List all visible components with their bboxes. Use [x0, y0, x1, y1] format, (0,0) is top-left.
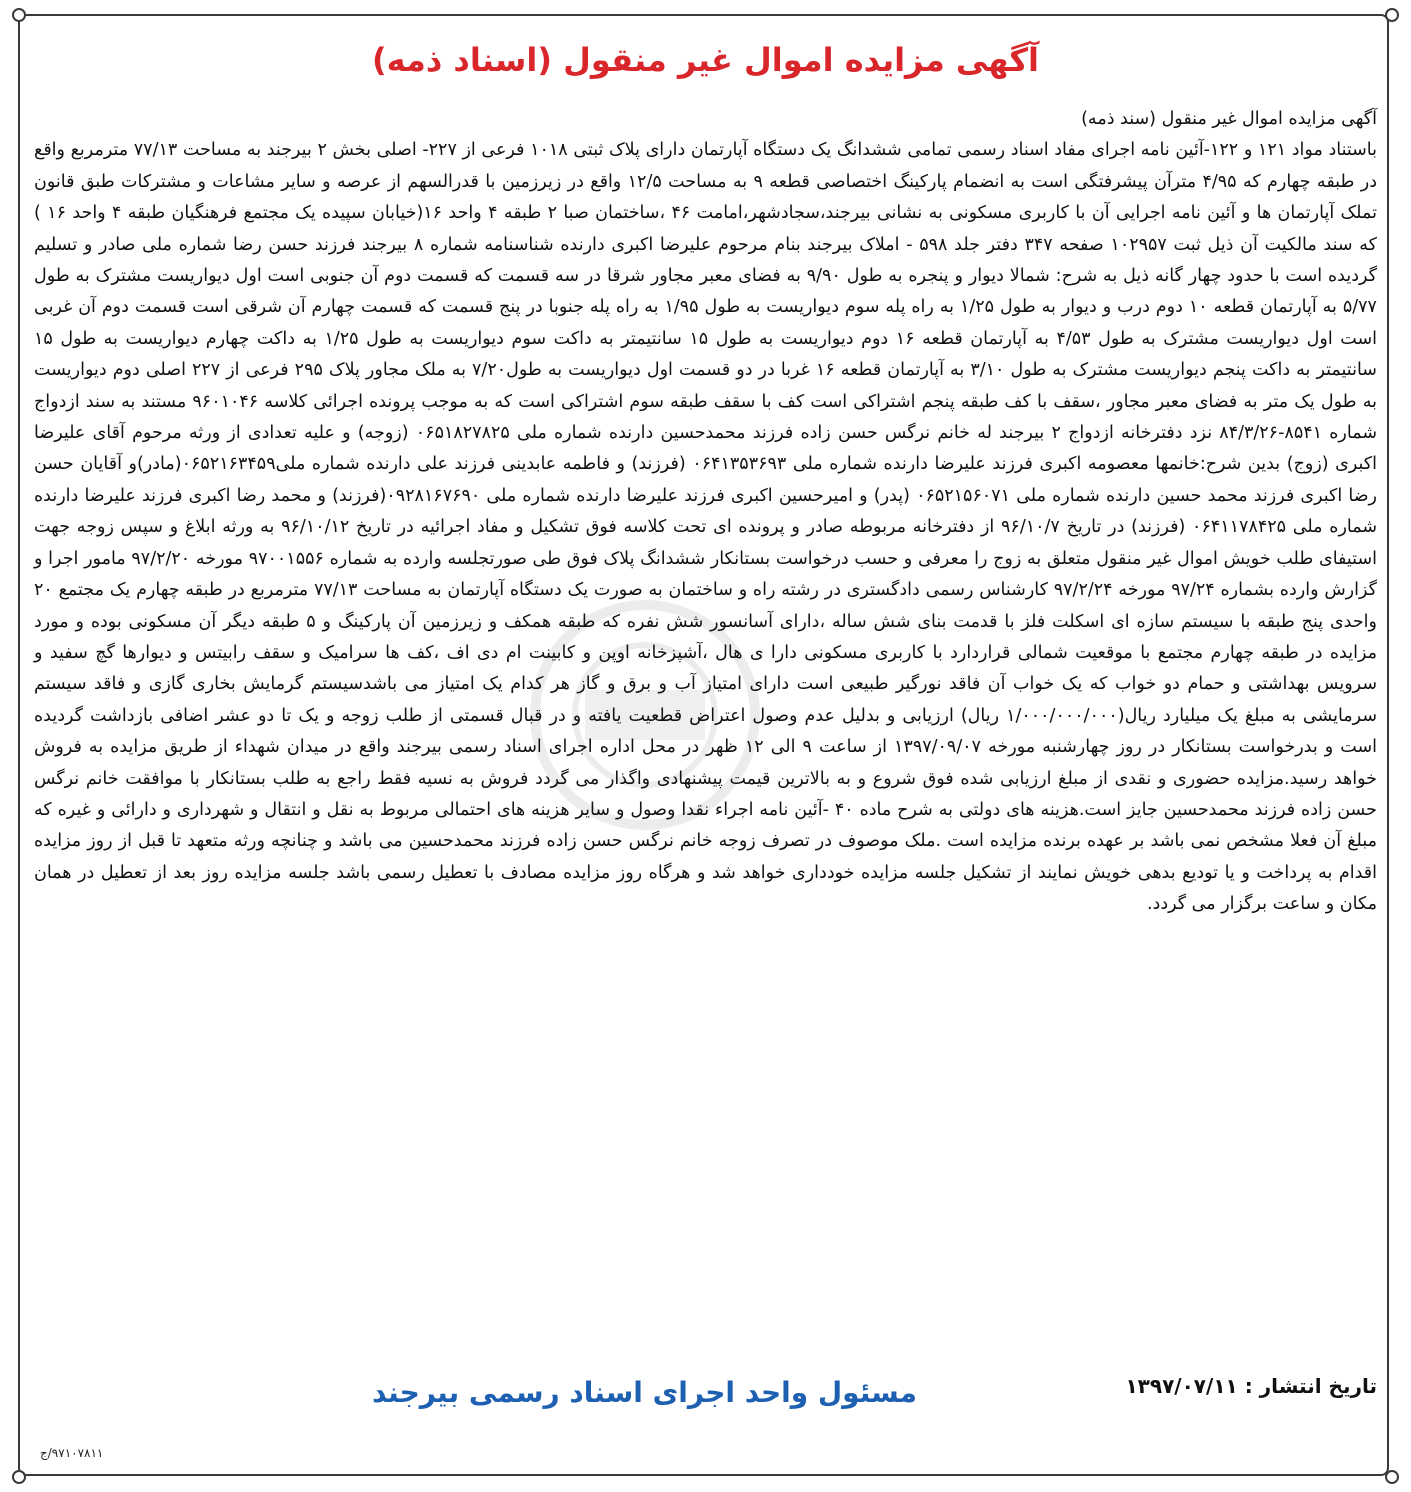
notice-body: باستناد مواد ۱۲۱ و ۱۲۲-آئین نامه اجرای مفاد اسناد رسمی تمامی ششدانگ یک دستگاه آپارتمان دارای پلاک ثبتی ۱۰۱۸ فرعی از ۲۲۷- اصلی بخش ۲ بیرجند به مساحت ۷۷/۱۳ مترمربع واقع در طبقه چهارم که ۴/۹۵ مترآن پیشرفتگی است به انضمام پارکینگ اختصاصی قطعه ۹ به مساحت ۱۲/۵ واقع در زیرزمین با قدرالسهم از عرصه و سایر مشاعات و مشترکات طبق قانون تملک آپارتمان ها و آئین نامه اجرایی آن با کاربری مسکونی به نشانی بیرجند،سجادشهر،امامت ۴۶ ،ساختمان صبا ۲ طبقه ۴ واحد ۱۶(خیابان سپیده یک مجتمع فرهنگیان طبقه ۴ واحد ۱۶ ) که سند مالکیت آن ذیل ثبت ۱۰۲۹۵۷ صفحه ۳۴۷ دفتر جلد ۵۹۸ - املاک بیرجند بنام مرحوم علیرضا اکبری دارنده شناسنامه شماره ۸ بیرجند فرزند حسن رضا شماره ملی صادر و تسلیم گردیده است با حدود چهار گانه ذیل به شرح: شمالا دیوار و پنجره به طول ۹/۹۰ به فضای معبر مجاور شرقا در سه قسمت که قسمت دوم آن جنوبی است اول دیواریست مشترک به طول ۵/۷۷ به آپارتمان قطعه ۱۰ دوم درب و دیوار به طول ۱/۲۵ به راه پله سوم دیواریست به طول ۱/۹۵ به راه پله جنوبا در پنج قسمت که قسمت چهارم آن شرقی است قسمت دوم آن غربی است اول دیواریست مشترک به طول ۴/۵۳ به آپارتمان قطعه ۱۶ دوم دیواریست به طول ۱۵ سانتیمتر به داکت سوم دیواریست به طول ۱/۲۵ به داکت چهارم دیواریست به طول ۱۵ سانتیمتر به داکت پنجم دیواریست مشترک به طول ۳/۱۰ به آپارتمان قطعه ۱۶ غربا در دو قسمت اول دیواریست به طول۷/۲۰ به ملک مجاور پلاک ۲۹۵ فرعی از ۲۲۷ اصلی دوم دیواریست به طول یک متر به فضای معبر مجاور ،سقف با کف طبقه پنجم اشتراکی است کف با سقف طبقه سوم اشتراکی است که به موجب پرونده اجرائی کلاسه ۹۶۰۱۰۴۶ مستند به سند ازدواج شماره ۸۵۴۱-۸۴/۳/۲۶ نزد دفترخانه ازدواج ۲ بیرجند له خانم نرگس حسن زاده فرزند محمدحسین دارنده شماره ملی ۰۶۵۱۸۲۷۸۲۵ (زوجه) و علیه تعدادی از ورثه مرحوم آقای علیرضا اکبری (زوج) بدین شرح:خانمها معصومه اکبری فرزند علیرضا دارنده شماره ملی ۰۶۴۱۳۵۳۶۹۳ (فرزند) و فاطمه عابدینی فرزند علی دارنده شماره ملی۰۶۵۲۱۶۳۴۵۹(مادر)و آقایان حسن رضا اکبری فرزند محمد حسین دارنده شماره ملی ۰۶۵۲۱۵۶۰۷۱ (پدر) و امیرحسین اکبری فرزند علیرضا دارنده شماره ملی ۰۹۲۸۱۶۷۶۹۰(فرزند) و محمد رضا اکبری فرزند علیرضا دارنده شماره ملی ۰۶۴۱۱۷۸۴۲۵ (فرزند) در تاریخ ۹۶/۱۰/۷ از دفترخانه مربوطه صادر و پرونده ای تحت کلاسه فوق تشکیل و مفاد اجرائیه در تاریخ ۹۶/۱۰/۱۲ به ورثه ابلاغ و سپس زوجه جهت استیفای طلب خویش اموال غیر منقول متعلق به زوج را معرفی و حسب درخواست بستانکار ششدانگ پلاک فوق طی صورتجلسه وارده به شماره ۹۷۰۰۱۵۵۶ مورخه ۹۷/۲/۲۰ مامور اجرا و گزارش وارده بشماره ۹۷/۲۴ مورخه ۹۷/۲/۲۴ کارشناس رسمی دادگستری در رشته راه و ساختمان به صورت یک دستگاه آپارتمان به مساحت ۷۷/۱۳ مترمربع در طبقه چهارم یک مجتمع ۲۰ واحدی پنج طبقه با سیستم سازه ای اسکلت فلز با قدمت بنای شش ساله ،دارای آسانسور شش نفره که طبقه همکف و زیرزمین آن پارکینگ و ۵ طبقه دیگر آن مسکونی بوده و مورد مزایده در طبقه چهارم مجتمع با موقعیت شمالی قراردارد با کاربری مسکونی دارا ی هال ،آشپزخانه اوپن و کابینت ام دی اف ،کف ها سرامیک و سقف رابیتس و دیوارها گچ سفید و سرویس بهداشتی و حمام دو خواب که یک خواب آن فاقد نورگیر طبیعی است دارای امتیاز آب و برق و گاز هر کدام یک امتیاز می باشدسیستم گرمایش بخاری گازی و فاقد سیستم سرمایشی به مبلغ یک میلیارد ریال(۱/۰۰۰/۰۰۰/۰۰۰ ریال) ارزیابی و بدلیل عدم وصول اعتراض قطعیت یافته و در قبال قسمتی از طلب زوجه و یک تا دو عشر اضافی بازداشت گردیده است و بدرخواست بستانکار در روز چهارشنبه مورخه ۱۳۹۷/۰۹/۰۷ از ساعت ۹ الی ۱۲ ظهر در محل اداره اجرای اسناد رسمی بیرجند واقع در میدان شهداء از طریق مزایده به فروش خواهد رسید.مزایده حضوری و نقدی از مبلغ ارزیابی شده فوق شروع و به بالاترین قیمت پیشنهادی واگذار می گردد فروش به نسیه فقط راجع به طلب بستانکار با موافقت خانم نرگس حسن زاده فرزند محمدحسین جایز است.هزینه های دولتی به شرح ماده ۴۰ -آئین نامه اجراء نقدا وصول و سایر هزینه های احتمالی مربوط به نقل و انتقال و شهرداری و دارائی و غیره که مبلغ آن فعلا مشخص نمی باشد بر عهده برنده مزایده است .ملک موصوف در تصرف زوجه خانم نرگس حسن زاده فرزند محمدحسین می باشد و چنانچه ورثه متعهد تا قبل از روز مزایده اقدام به پرداخت و یا تودیع بدهی خویش نمایند از تشکیل جلسه مزایده خودداری خواهد شد و هرگاه روز مزایده مصادف با تعطیل رسمی باشد جلسه مزایده روز بعد از تعطیل در همان مکان و ساعت برگزار می گردد.	[34, 140, 1378, 915]
notice-subtitle: آگهی مزایده اموال غیر منقول (سند ذمه)	[1081, 109, 1377, 129]
notice-content	[34, 104, 1377, 921]
publish-date	[1125, 1374, 1377, 1398]
publish-date-label: تاریخ انتشار :	[1244, 1374, 1377, 1398]
corner-ornament	[1385, 1470, 1399, 1484]
corner-ornament	[12, 8, 26, 22]
publish-date-value: ۱۳۹۷/۰۷/۱۱	[1125, 1374, 1238, 1398]
notice-footer	[34, 1366, 1377, 1426]
issuer-signature: مسئول واحد اجرای اسناد رسمی بیرجند	[371, 1376, 917, 1409]
reference-code: ۹۷۱۰۷۸۱۱/ج	[40, 1446, 104, 1460]
notice-title: آگهی مزایده اموال غیر منقول (اسناد ذمه)	[372, 41, 1039, 79]
corner-ornament	[1385, 8, 1399, 22]
corner-ornament	[12, 1470, 26, 1484]
